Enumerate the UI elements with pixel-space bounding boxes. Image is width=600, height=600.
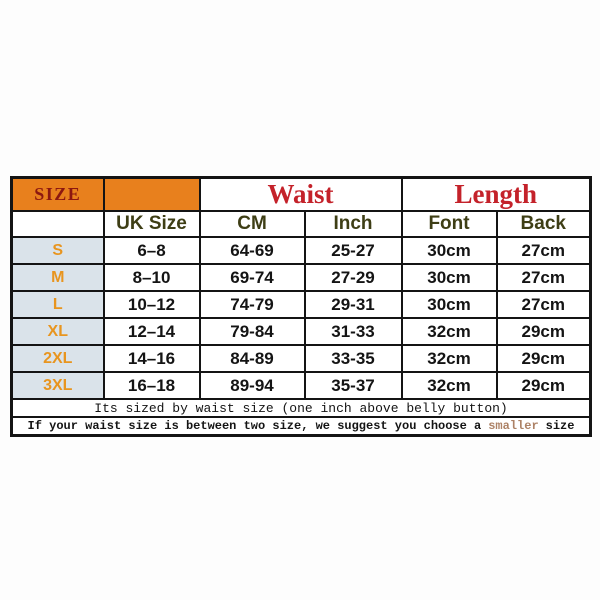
cm-value: 64-69	[200, 237, 305, 264]
size-label: L	[12, 291, 104, 318]
size-chart-table	[10, 176, 592, 437]
sizing-note-text: Its sized by waist size (one inch above belly button)	[12, 399, 591, 417]
size-corner-header: SIZE	[12, 178, 104, 212]
back-length-value: 27cm	[497, 264, 591, 291]
table-row-m	[12, 264, 591, 291]
font-length-value: 32cm	[402, 372, 497, 399]
cm-value: 84-89	[200, 345, 305, 372]
size-label: M	[12, 264, 104, 291]
advice-note-prefix: If your waist size is between two size, we suggest you choose a	[27, 418, 482, 433]
empty-subheader-cell	[12, 211, 104, 237]
inch-value: 27-29	[305, 264, 402, 291]
font-length-value: 30cm	[402, 264, 497, 291]
font-length-value: 30cm	[402, 291, 497, 318]
inch-value: 29-31	[305, 291, 402, 318]
cm-value: 89-94	[200, 372, 305, 399]
inch-value: 35-37	[305, 372, 402, 399]
font-length-value: 32cm	[402, 318, 497, 345]
back-length-value: 29cm	[497, 318, 591, 345]
table-row-l	[12, 291, 591, 318]
subheader-back: Back	[497, 211, 591, 237]
inch-value: 31-33	[305, 318, 402, 345]
size-label: XL	[12, 318, 104, 345]
length-group-header: Length	[402, 178, 591, 212]
table-row-3xl	[12, 372, 591, 399]
note-row-sizing	[12, 399, 591, 417]
uk-size-value: 16–18	[104, 372, 200, 399]
table-row-s	[12, 237, 591, 264]
uk-size-value: 10–12	[104, 291, 200, 318]
uk-size-value: 14–16	[104, 345, 200, 372]
size-label: S	[12, 237, 104, 264]
uk-size-value: 8–10	[104, 264, 200, 291]
back-length-value: 27cm	[497, 291, 591, 318]
font-length-value: 30cm	[402, 237, 497, 264]
cm-value: 74-79	[200, 291, 305, 318]
cm-value: 79-84	[200, 318, 305, 345]
font-length-value: 32cm	[402, 345, 497, 372]
subheader-inch: Inch	[305, 211, 402, 237]
subheader-font: Font	[402, 211, 497, 237]
cm-value: 69-74	[200, 264, 305, 291]
note-row-advice	[12, 417, 591, 435]
subheader-cm: CM	[200, 211, 305, 237]
inch-value: 25-27	[305, 237, 402, 264]
uk-size-value: 6–8	[104, 237, 200, 264]
waist-group-header: Waist	[200, 178, 402, 212]
group-header-row	[12, 178, 591, 212]
table-row-2xl	[12, 345, 591, 372]
orange-spacer-cell	[104, 178, 200, 212]
uk-size-value: 12–14	[104, 318, 200, 345]
back-length-value: 29cm	[497, 345, 591, 372]
advice-note-suffix: size	[545, 418, 575, 433]
advice-note-text	[12, 417, 591, 435]
advice-note-highlight: smaller	[488, 418, 539, 433]
inch-value: 33-35	[305, 345, 402, 372]
table-row-xl	[12, 318, 591, 345]
back-length-value: 29cm	[497, 372, 591, 399]
size-label: 3XL	[12, 372, 104, 399]
sub-header-row	[12, 211, 591, 237]
subheader-uk-size: UK Size	[104, 211, 200, 237]
size-label: 2XL	[12, 345, 104, 372]
back-length-value: 27cm	[497, 237, 591, 264]
